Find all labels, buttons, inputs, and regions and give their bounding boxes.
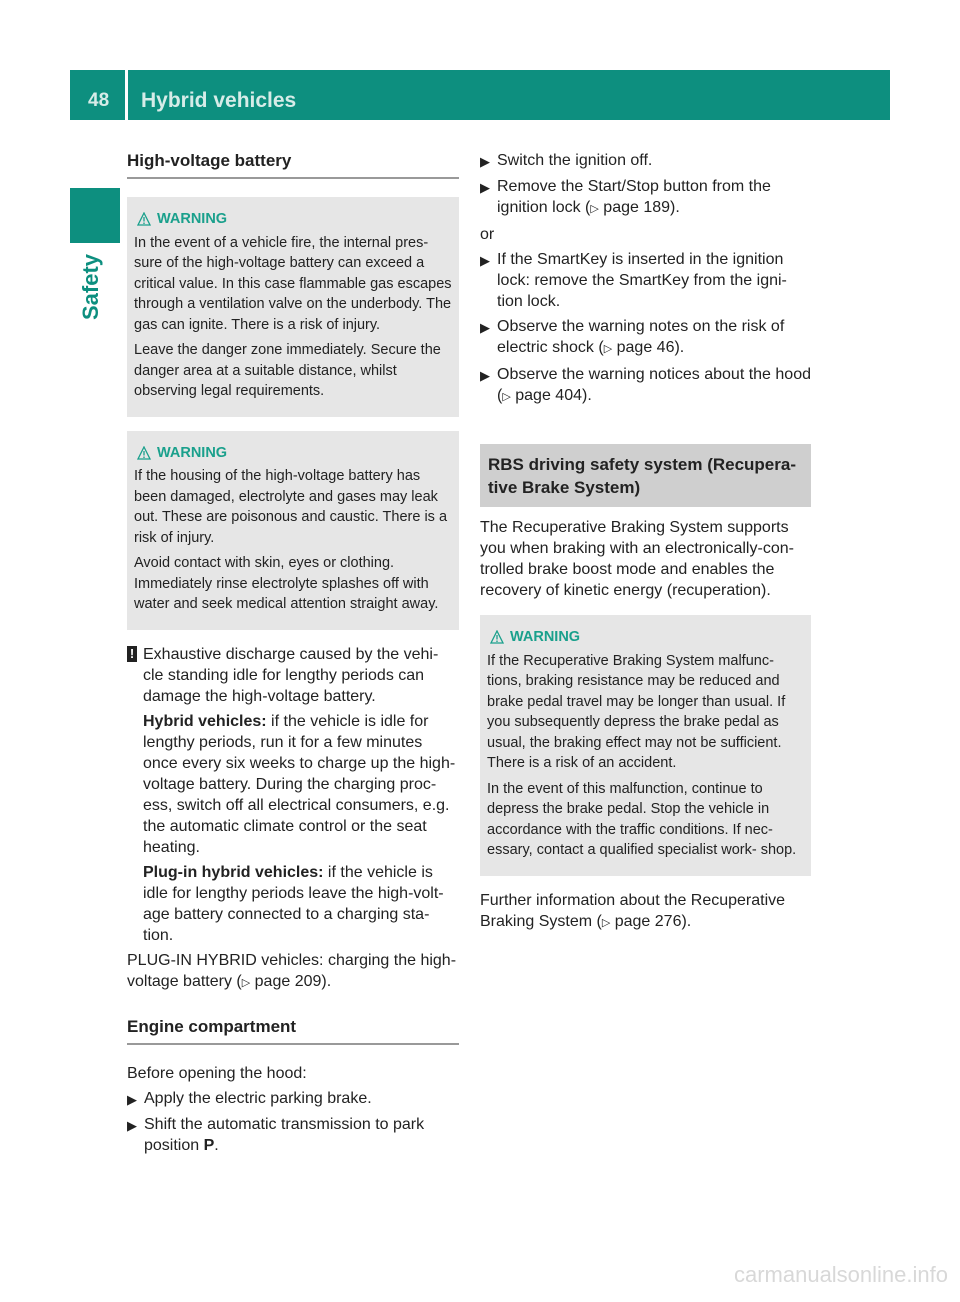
warning-label: WARNING (510, 629, 581, 645)
warning-text: In the event of a vehicle fire, the internal pres- sure of the high-voltage battery can exceed a critical value. In this case flammable gas escapes through a ventilation valve on the underbody. The gas can ignite. There is a risk of injury. (134, 234, 452, 333)
page-ref-link[interactable]: page 404). (515, 387, 592, 404)
page-ref-link[interactable]: page 189). (603, 199, 680, 216)
warning-triangle-icon (490, 630, 504, 644)
warning-triangle-icon (137, 212, 151, 226)
page-ref-link[interactable]: page 209). (254, 972, 332, 990)
header-divider (125, 70, 128, 120)
page-pointer-icon: ▷ (603, 343, 613, 355)
warning-header (137, 209, 453, 230)
warning-label: WARNING (157, 211, 228, 227)
notice-discharge (127, 644, 459, 950)
warning-text: If the Recuperative Braking System malfunc- tions, braking resistance may be reduced and brake pedal travel may be longer than usual. If you subsequently depress the brake pedal as usual, the braking effect may not be sufficient. There is a risk of an accident. (487, 652, 786, 771)
side-section-label: Safety (78, 253, 103, 320)
warning-box-fire (127, 197, 459, 417)
page-pointer-icon: ▷ (590, 203, 599, 215)
warning-text: If the housing of the high-voltage battery has been damaged, electrolyte and gases may leak out. These are poisonous and caustic. There is a risk of injury. (134, 468, 448, 546)
page-pointer-icon: ▷ (502, 391, 511, 403)
side-tab-block (70, 188, 120, 243)
page-number: 48 (88, 90, 110, 111)
warning-text: Leave the danger zone immediately. Secure the danger area at a suitable distance, whilst observing legal requirements. (134, 342, 441, 399)
bullet-arrow-icon: ▶ (480, 320, 490, 335)
page-pointer-icon: ▷ (241, 976, 251, 989)
list-item: ▶ Switch the ignition off. (480, 150, 811, 172)
chapter-title: Hybrid vehicles (141, 89, 297, 112)
warning-text: In the event of this malfunction, continue to depress the brake pedal. Stop the vehicle in accordance with the traffic conditions. If nec- essary, contact a qualified specialist work- shop. (487, 780, 797, 858)
notice-plugin (143, 862, 459, 946)
list-item: ▶ Observe the warning notes on the risk of electric shock (▷ page 46). (480, 316, 811, 360)
or-text: or (480, 226, 495, 243)
bullet-arrow-icon: ▶ (480, 368, 490, 383)
further-info: Further information about the Recuperative Braking System (▷ page 276). (480, 891, 786, 930)
heading-high-voltage-battery: High-voltage battery (127, 150, 459, 179)
warning-header (490, 627, 805, 648)
bullet-arrow-icon: ▶ (480, 253, 490, 268)
bullet-arrow-icon: ▶ (127, 1117, 137, 1133)
heading-engine-compartment: Engine compartment (127, 1016, 459, 1045)
page-ref-link[interactable]: page 276). (614, 912, 692, 930)
right-column (480, 150, 811, 938)
notice-hybrid (143, 711, 459, 858)
list-item: ▶ Shift the automatic transmission to park position P. (127, 1115, 425, 1154)
hybrid-text: if the vehicle is idle for lengthy periods, run it for a few minutes once every six weeks to charge up the high- voltage battery. During the charging proc- ess, switch off all electrical consumers, e.g. the automatic climate control or the seat heating. (143, 712, 456, 856)
rbs-intro: The Recuperative Braking System supports you when braking with an electronically-con- trolled brake boost mode and enables the recovery of kinetic energy (recuperation). (480, 519, 794, 599)
bullet-arrow-icon: ▶ (127, 1091, 137, 1107)
before-opening-text: Before opening the hood: (127, 1064, 307, 1082)
plugin-charging-note: PLUG-IN HYBRID vehicles: charging the high- voltage battery (▷ page 209). (127, 951, 457, 990)
plugin-text: if the vehicle is idle for lengthy periods leave the high-volt- age battery connected to a charging sta- tion. (143, 863, 444, 944)
list-item: ▶ Remove the Start/Stop button from the ignition lock (▷ page 189). (480, 176, 811, 220)
warning-label: WARNING (157, 444, 228, 461)
heading-rbs: RBS driving safety system (Recupera- tive Brake System) (480, 444, 811, 507)
bullet-arrow-icon: ▶ (480, 180, 490, 195)
list-item: ▶ If the SmartKey is inserted in the ignition lock: remove the SmartKey from the igni- tion lock. (480, 251, 787, 310)
plugin-label: Plug-in hybrid vehicles: (143, 863, 324, 881)
warning-text: Avoid contact with skin, eyes or clothing. Immediately rinse electrolyte splashes off with water and seek medical attention straight away. (134, 555, 439, 612)
warning-triangle-icon (137, 446, 151, 460)
warning-header (137, 443, 453, 464)
warning-box-electrolyte (127, 431, 459, 630)
page-ref-link[interactable]: page 46). (616, 339, 685, 356)
page-pointer-icon: ▷ (601, 916, 611, 929)
list-item: ▶ Observe the warning notices about the hood (▷ page 404). (480, 364, 811, 408)
hybrid-label: Hybrid vehicles: (143, 712, 267, 730)
notice-text: Exhaustive discharge caused by the vehi- cle standing idle for lengthy periods can damage the high-voltage battery. (143, 645, 439, 705)
watermark: carmanualsonline.info (733, 1262, 948, 1287)
left-column (127, 150, 459, 1160)
list-item: ▶ Apply the electric parking brake. (127, 1088, 459, 1110)
bullet-arrow-icon: ▶ (480, 154, 490, 169)
warning-box-rbs (480, 615, 811, 876)
notice-icon: ! (127, 646, 137, 662)
